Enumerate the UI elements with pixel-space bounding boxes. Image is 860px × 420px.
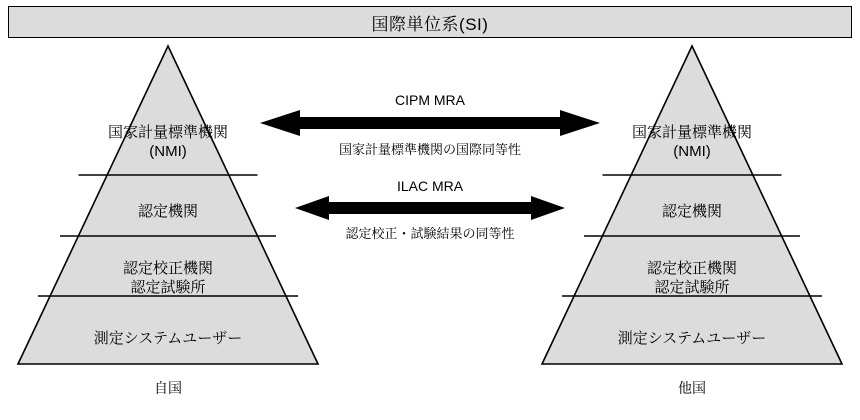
si-title-bar [8,6,852,38]
tier-line-2: 認定試験所 [130,278,206,296]
tier-line-1: 認定機関 [661,203,722,220]
double-arrow-icon [260,110,600,136]
tier-line-1: 認定校正機関 [646,260,737,277]
tier-line-2: 認定試験所 [654,278,730,296]
tier-line-1: 測定システムユーザー [617,330,767,347]
country-label-right: 他国 [678,380,706,396]
ilac-mra-block [255,178,605,242]
cipm-mra-subtitle: 国家計量標準機関の国際同等性 [338,142,521,157]
tier-line-1: 測定システムユーザー [93,330,243,347]
tier-line-1: 認定校正機関 [122,260,213,277]
ilac-mra-subtitle: 認定校正・試験結果の同等性 [345,226,515,241]
si-title-text: 国際単位系(SI) [371,14,489,34]
tier-line-1: 国家計量標準機関 [107,124,228,141]
tier-line-1: 認定機関 [137,203,198,220]
country-label-left: 自国 [154,380,182,396]
cipm-mra-block [255,92,605,158]
tier-line-2: (NMI) [673,142,711,160]
tier-line-1: 国家計量標準機関 [631,124,752,141]
double-arrow-icon [295,196,565,220]
ilac-mra-title: ILAC MRA [396,178,464,194]
cipm-mra-title: CIPM MRA [395,92,465,108]
tier-line-2: (NMI) [149,142,187,160]
